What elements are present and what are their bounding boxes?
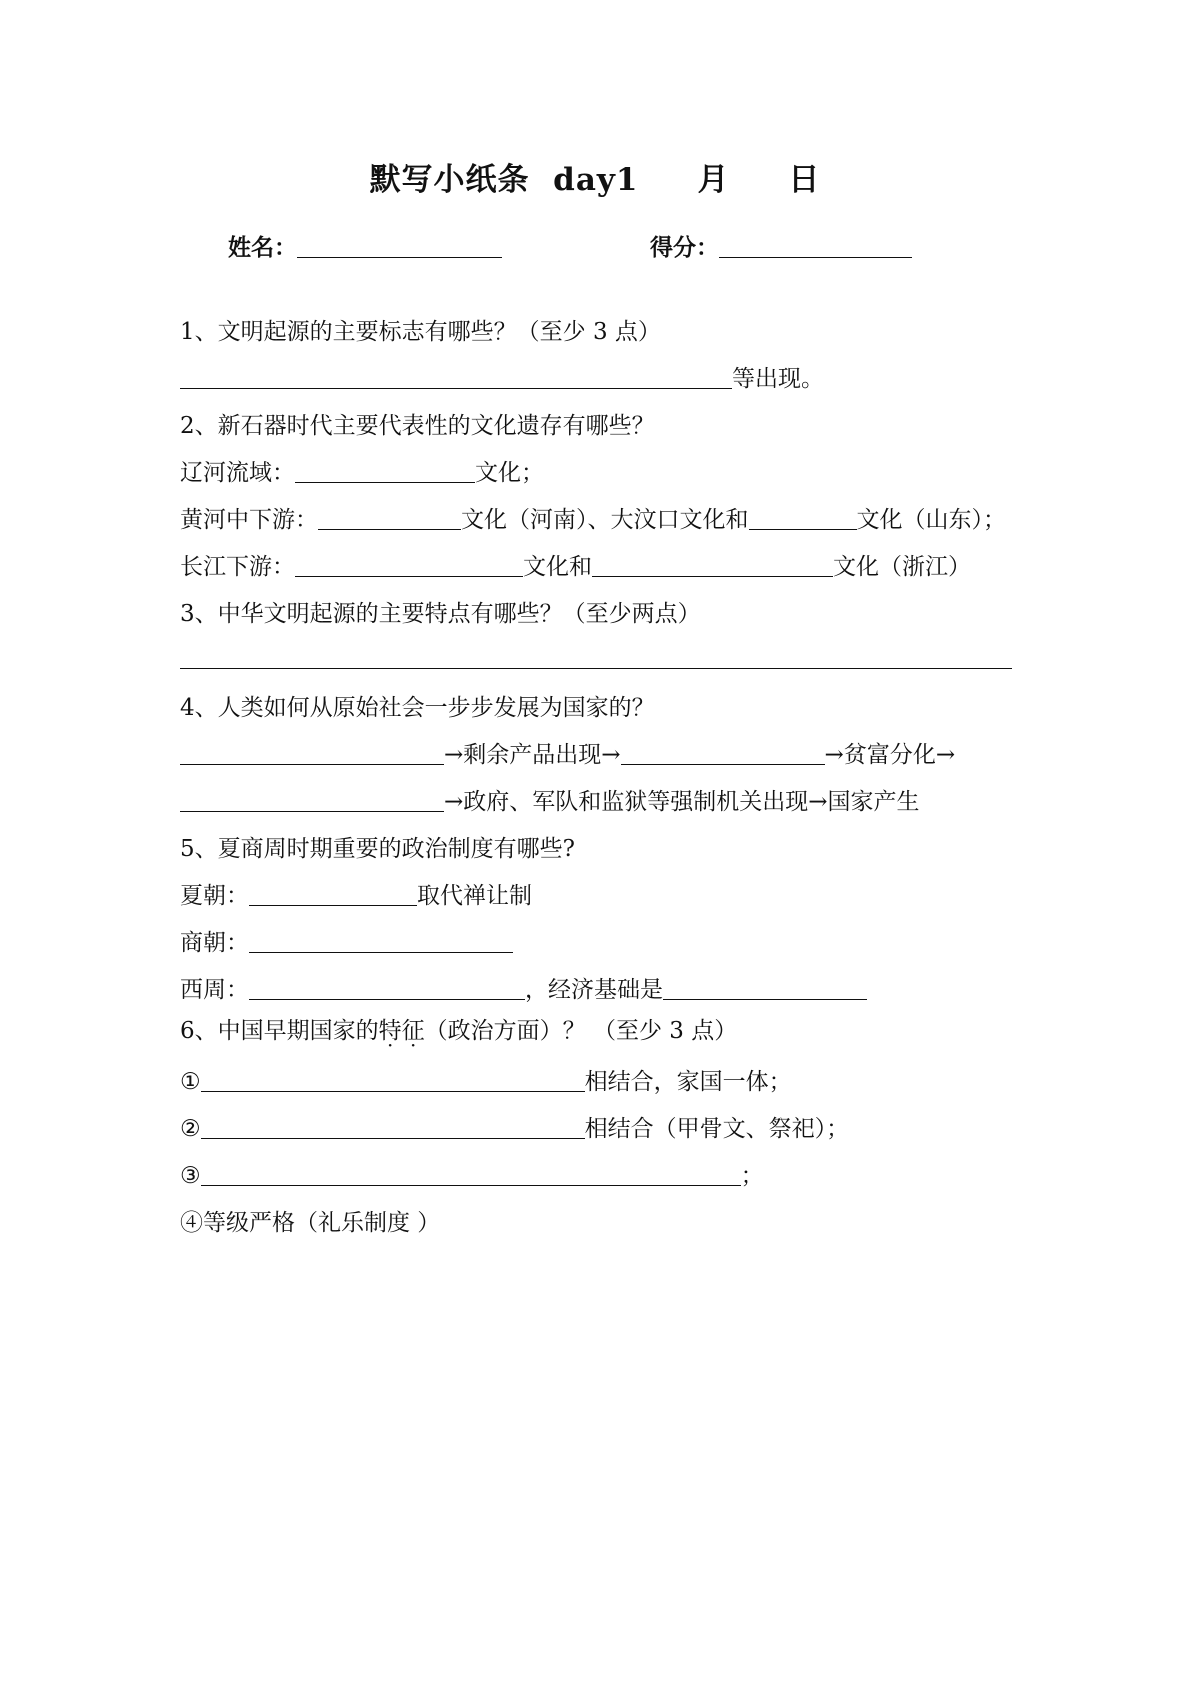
name-blank[interactable] <box>297 235 502 258</box>
q3-blank[interactable] <box>180 646 1012 669</box>
q4-question: 4、人类如何从原始社会一步步发展为国家的？ <box>180 695 655 721</box>
q6-emphasis-2: 征 <box>401 1018 425 1044</box>
q6-item-4: ④等级严格（礼乐制度 ） <box>180 1210 441 1236</box>
zhou-blank-1[interactable] <box>249 977 525 1000</box>
item3-suffix: ； <box>740 1163 764 1189</box>
xia-suffix: 取代禅让制 <box>417 883 532 909</box>
q4-blank-3[interactable] <box>180 789 444 812</box>
q6-item-3 <box>180 1161 764 1191</box>
q1-suffix: 等出现。 <box>732 366 824 392</box>
shang-label: 商朝： <box>180 930 249 956</box>
page-title: 默写小纸条 day1 月 日 <box>369 162 821 198</box>
q1-blank[interactable] <box>180 366 732 389</box>
q3-question: 3、中华文明起源的主要特点有哪些？（至少两点） <box>180 601 701 627</box>
q6-question-b: （政治方面）？ （至少 3 点） <box>424 1018 738 1044</box>
chang-blank-2[interactable] <box>592 554 833 577</box>
q4-line-1 <box>180 740 955 770</box>
huang-mid: 文化（河南）、大汶口文化和 <box>461 507 749 533</box>
chang-suffix: 文化（浙江） <box>833 554 971 580</box>
item3-blank[interactable] <box>201 1163 741 1186</box>
q2-chang-row <box>180 552 971 582</box>
name-row <box>228 229 502 262</box>
huang-blank-1[interactable] <box>318 507 461 530</box>
q6-item-1 <box>180 1067 792 1097</box>
item2-suffix: 相结合（甲骨文、祭祀）； <box>584 1116 850 1142</box>
liao-suffix: 文化； <box>475 460 544 486</box>
q1-question: 1、文明起源的主要标志有哪些？（至少 3 点） <box>180 319 661 345</box>
xia-label: 夏朝： <box>180 883 249 909</box>
q4-blank-2[interactable] <box>621 742 825 765</box>
q6-item-2 <box>180 1114 849 1144</box>
item2-blank[interactable] <box>201 1116 585 1139</box>
liao-label: 辽河流域： <box>180 460 295 486</box>
q4-blank-1[interactable] <box>180 742 444 765</box>
q5-zhou-row <box>180 975 867 1005</box>
item2-num: ② <box>180 1116 201 1142</box>
item1-num: ① <box>180 1069 201 1095</box>
score-blank[interactable] <box>719 235 912 258</box>
q2-huang-row <box>180 505 1006 535</box>
shang-blank[interactable] <box>249 930 513 953</box>
q1-answer-row <box>180 364 824 394</box>
score-label: 得分： <box>650 234 719 261</box>
q4-line-2 <box>180 787 920 817</box>
q5-xia-row <box>180 881 532 911</box>
item1-blank[interactable] <box>201 1069 585 1092</box>
q4-step-c: →政府、军队和监狱等强制机关出现→国家产生 <box>444 789 920 815</box>
q4-step-a: →剩余产品出现→ <box>444 742 621 768</box>
liao-blank[interactable] <box>295 460 475 483</box>
item3-num: ③ <box>180 1163 201 1189</box>
score-row <box>650 229 912 262</box>
xia-blank[interactable] <box>249 883 417 906</box>
zhou-label: 西周： <box>180 977 249 1003</box>
zhou-mid: ，经济基础是 <box>525 977 663 1003</box>
q5-question: 5、夏商周时期重要的政治制度有哪些? <box>180 836 575 862</box>
item1-suffix: 相结合，家国一体； <box>584 1069 792 1095</box>
huang-label: 黄河中下游： <box>180 507 318 533</box>
q5-shang-row <box>180 928 513 958</box>
q6-emphasis-1: 特 <box>378 1018 402 1044</box>
chang-blank-1[interactable] <box>295 554 523 577</box>
q2-liao-row <box>180 458 544 488</box>
q3-answer-row <box>180 644 1012 674</box>
q6-question-a: 6、中国早期国家的 <box>180 1018 379 1044</box>
q4-step-b: →贫富分化→ <box>824 742 956 768</box>
zhou-blank-2[interactable] <box>663 977 867 1000</box>
chang-mid: 文化和 <box>523 554 592 580</box>
huang-suffix: 文化（山东）； <box>856 507 1006 533</box>
q2-question: 2、新石器时代主要代表性的文化遗存有哪些？ <box>180 413 655 439</box>
q6-question <box>180 1016 737 1046</box>
chang-label: 长江下游： <box>180 554 295 580</box>
huang-blank-2[interactable] <box>749 507 857 530</box>
name-label: 姓名： <box>228 234 297 261</box>
